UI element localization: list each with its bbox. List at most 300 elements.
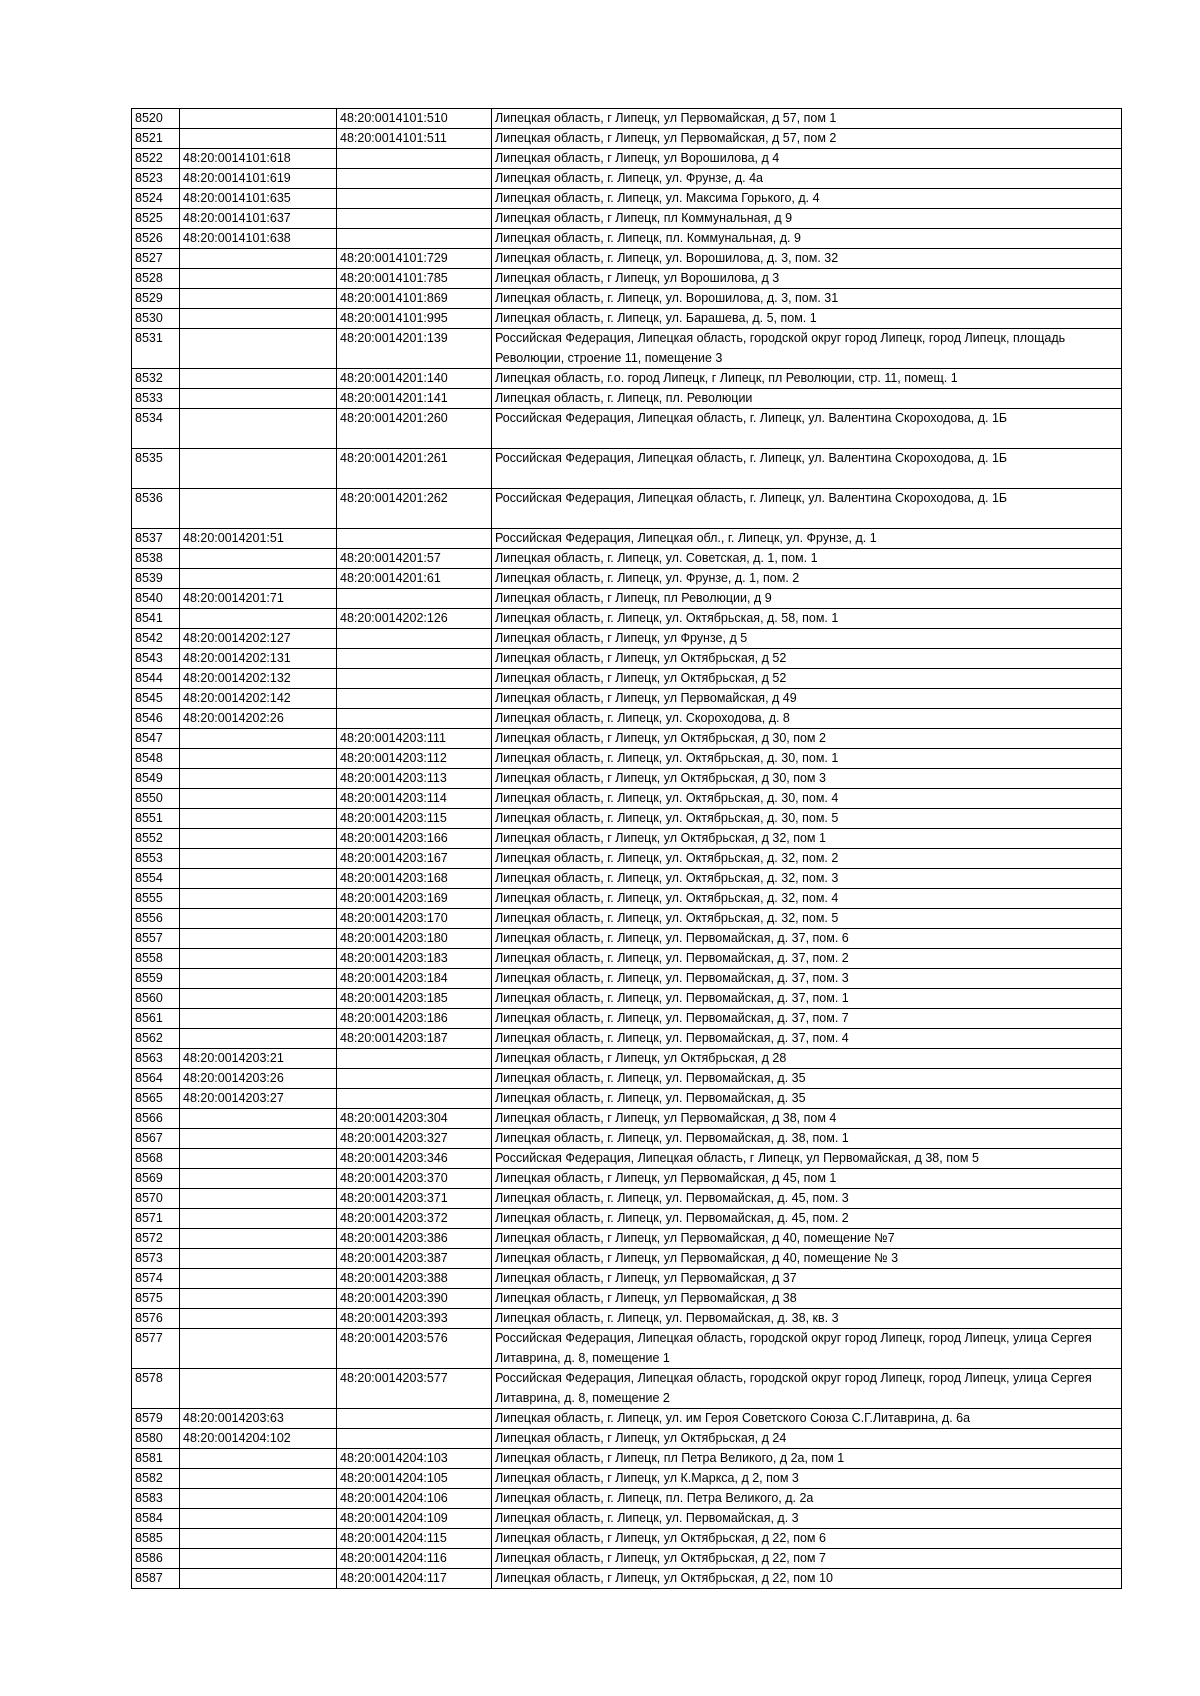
row-number-cell: 8587 [132, 1569, 180, 1589]
building-cadastral-number-cell [180, 1489, 337, 1509]
premises-cadastral-number-cell: 48:20:0014101:510 [337, 109, 492, 129]
premises-cadastral-number-cell: 48:20:0014204:109 [337, 1509, 492, 1529]
premises-cadastral-number-cell [337, 689, 492, 709]
address-cell: Липецкая область, г.о. город Липецк, г Липецк, пл Революции, стр. 11, помещ. 1 [492, 369, 1122, 389]
address-cell: Липецкая область, г Липецк, ул Октябрьская, д 22, пом 6 [492, 1529, 1122, 1549]
address-cell: Липецкая область, г. Липецк, ул. Первомайская, д. 38, пом. 1 [492, 1129, 1122, 1149]
document-page [131, 108, 1121, 1589]
premises-cadastral-number-cell [337, 1429, 492, 1449]
premises-cadastral-number-cell: 48:20:0014203:184 [337, 969, 492, 989]
table-row [132, 1149, 1122, 1169]
row-number-cell: 8542 [132, 629, 180, 649]
table-row [132, 1429, 1122, 1449]
row-number-cell: 8581 [132, 1449, 180, 1469]
address-cell: Липецкая область, г Липецк, ул Первомайская, д 57, пом 1 [492, 109, 1122, 129]
building-cadastral-number-cell [180, 1369, 337, 1409]
table-row [132, 1189, 1122, 1209]
address-cell: Липецкая область, г Липецк, ул Первомайская, д 40, помещение № 3 [492, 1249, 1122, 1269]
table-row [132, 209, 1122, 229]
building-cadastral-number-cell [180, 609, 337, 629]
table-row [132, 289, 1122, 309]
table-row [132, 1569, 1122, 1589]
building-cadastral-number-cell [180, 1169, 337, 1189]
row-number-cell: 8571 [132, 1209, 180, 1229]
premises-cadastral-number-cell [337, 1409, 492, 1429]
row-number-cell: 8560 [132, 989, 180, 1009]
row-number-cell: 8523 [132, 169, 180, 189]
building-cadastral-number-cell: 48:20:0014101:638 [180, 229, 337, 249]
building-cadastral-number-cell: 48:20:0014201:71 [180, 589, 337, 609]
building-cadastral-number-cell: 48:20:0014101:635 [180, 189, 337, 209]
table-row [132, 789, 1122, 809]
building-cadastral-number-cell [180, 549, 337, 569]
address-cell: Липецкая область, г. Липецк, ул. Октябрьская, д. 58, пом. 1 [492, 609, 1122, 629]
building-cadastral-number-cell: 48:20:0014202:132 [180, 669, 337, 689]
row-number-cell: 8539 [132, 569, 180, 589]
premises-cadastral-number-cell: 48:20:0014203:187 [337, 1029, 492, 1049]
building-cadastral-number-cell [180, 769, 337, 789]
premises-cadastral-number-cell: 48:20:0014203:387 [337, 1249, 492, 1269]
address-cell: Липецкая область, г Липецк, ул Октябрьская, д 22, пом 7 [492, 1549, 1122, 1569]
premises-cadastral-number-cell: 48:20:0014204:117 [337, 1569, 492, 1589]
table-row [132, 969, 1122, 989]
row-number-cell: 8532 [132, 369, 180, 389]
premises-cadastral-number-cell: 48:20:0014203:185 [337, 989, 492, 1009]
row-number-cell: 8549 [132, 769, 180, 789]
building-cadastral-number-cell [180, 569, 337, 589]
table-row [132, 809, 1122, 829]
building-cadastral-number-cell [180, 829, 337, 849]
table-row [132, 1269, 1122, 1289]
table-row [132, 129, 1122, 149]
premises-cadastral-number-cell [337, 589, 492, 609]
premises-cadastral-number-cell: 48:20:0014204:115 [337, 1529, 492, 1549]
building-cadastral-number-cell: 48:20:0014204:102 [180, 1429, 337, 1449]
table-row [132, 369, 1122, 389]
row-number-cell: 8578 [132, 1369, 180, 1409]
table-body [132, 109, 1122, 1589]
premises-cadastral-number-cell: 48:20:0014201:139 [337, 329, 492, 369]
building-cadastral-number-cell: 48:20:0014101:619 [180, 169, 337, 189]
row-number-cell: 8529 [132, 289, 180, 309]
address-cell: Липецкая область, г. Липецк, ул. Первомайская, д. 37, пом. 4 [492, 1029, 1122, 1049]
building-cadastral-number-cell [180, 809, 337, 829]
table-row [132, 949, 1122, 969]
address-cell: Липецкая область, г. Липецк, ул. Первомайская, д. 45, пом. 3 [492, 1189, 1122, 1209]
building-cadastral-number-cell [180, 1449, 337, 1469]
row-number-cell: 8559 [132, 969, 180, 989]
premises-cadastral-number-cell: 48:20:0014204:105 [337, 1469, 492, 1489]
premises-cadastral-number-cell: 48:20:0014203:386 [337, 1229, 492, 1249]
table-row [132, 409, 1122, 449]
address-cell: Липецкая область, г. Липецк, ул. Первомайская, д. 37, пом. 6 [492, 929, 1122, 949]
building-cadastral-number-cell [180, 1209, 337, 1229]
table-row [132, 849, 1122, 869]
table-row [132, 889, 1122, 909]
premises-cadastral-number-cell: 48:20:0014202:126 [337, 609, 492, 629]
premises-cadastral-number-cell: 48:20:0014203:180 [337, 929, 492, 949]
building-cadastral-number-cell [180, 489, 337, 529]
address-cell: Липецкая область, г. Липецк, пл. Революции [492, 389, 1122, 409]
premises-cadastral-number-cell: 48:20:0014203:372 [337, 1209, 492, 1229]
row-number-cell: 8556 [132, 909, 180, 929]
row-number-cell: 8582 [132, 1469, 180, 1489]
premises-cadastral-number-cell: 48:20:0014203:183 [337, 949, 492, 969]
row-number-cell: 8520 [132, 109, 180, 129]
table-row [132, 489, 1122, 529]
address-cell: Липецкая область, г Липецк, ул Октябрьская, д 28 [492, 1049, 1122, 1069]
row-number-cell: 8527 [132, 249, 180, 269]
address-cell: Липецкая область, г. Липецк, ул. Октябрьская, д. 30, пом. 1 [492, 749, 1122, 769]
address-cell: Липецкая область, г Липецк, ул Октябрьская, д 32, пом 1 [492, 829, 1122, 849]
row-number-cell: 8548 [132, 749, 180, 769]
premises-cadastral-number-cell: 48:20:0014203:112 [337, 749, 492, 769]
row-number-cell: 8554 [132, 869, 180, 889]
row-number-cell: 8572 [132, 1229, 180, 1249]
table-row [132, 709, 1122, 729]
address-cell: Липецкая область, г Липецк, ул Первомайская, д 40, помещение №7 [492, 1229, 1122, 1249]
building-cadastral-number-cell [180, 249, 337, 269]
building-cadastral-number-cell: 48:20:0014203:21 [180, 1049, 337, 1069]
row-number-cell: 8566 [132, 1109, 180, 1129]
building-cadastral-number-cell: 48:20:0014202:127 [180, 629, 337, 649]
address-cell: Липецкая область, г. Липецк, ул. Октябрьская, д. 30, пом. 5 [492, 809, 1122, 829]
address-cell: Липецкая область, г. Липецк, ул. Ворошилова, д. 3, пом. 32 [492, 249, 1122, 269]
building-cadastral-number-cell [180, 1569, 337, 1589]
table-row [132, 1489, 1122, 1509]
premises-cadastral-number-cell: 48:20:0014101:785 [337, 269, 492, 289]
table-row [132, 829, 1122, 849]
premises-cadastral-number-cell [337, 709, 492, 729]
premises-cadastral-number-cell [337, 149, 492, 169]
premises-cadastral-number-cell: 48:20:0014203:304 [337, 1109, 492, 1129]
premises-cadastral-number-cell: 48:20:0014201:57 [337, 549, 492, 569]
table-row [132, 1529, 1122, 1549]
row-number-cell: 8570 [132, 1189, 180, 1209]
table-row [132, 1049, 1122, 1069]
premises-cadastral-number-cell: 48:20:0014203:577 [337, 1369, 492, 1409]
table-row [132, 649, 1122, 669]
building-cadastral-number-cell: 48:20:0014202:142 [180, 689, 337, 709]
row-number-cell: 8575 [132, 1289, 180, 1309]
building-cadastral-number-cell [180, 1109, 337, 1129]
table-row [132, 909, 1122, 929]
premises-cadastral-number-cell [337, 1089, 492, 1109]
building-cadastral-number-cell: 48:20:0014203:27 [180, 1089, 337, 1109]
row-number-cell: 8586 [132, 1549, 180, 1569]
table-row [132, 1089, 1122, 1109]
row-number-cell: 8536 [132, 489, 180, 529]
table-row [132, 869, 1122, 889]
premises-cadastral-number-cell [337, 229, 492, 249]
table-row [132, 729, 1122, 749]
premises-cadastral-number-cell: 48:20:0014203:166 [337, 829, 492, 849]
premises-cadastral-number-cell: 48:20:0014201:61 [337, 569, 492, 589]
premises-cadastral-number-cell: 48:20:0014201:262 [337, 489, 492, 529]
table-row [132, 1169, 1122, 1189]
premises-cadastral-number-cell [337, 649, 492, 669]
premises-cadastral-number-cell: 48:20:0014203:393 [337, 1309, 492, 1329]
address-cell: Липецкая область, г Липецк, ул Ворошилова, д 4 [492, 149, 1122, 169]
building-cadastral-number-cell [180, 929, 337, 949]
building-cadastral-number-cell [180, 389, 337, 409]
building-cadastral-number-cell [180, 1229, 337, 1249]
row-number-cell: 8552 [132, 829, 180, 849]
address-cell: Липецкая область, г. Липецк, ул. Октябрьская, д. 32, пом. 5 [492, 909, 1122, 929]
building-cadastral-number-cell: 48:20:0014203:63 [180, 1409, 337, 1429]
building-cadastral-number-cell [180, 729, 337, 749]
row-number-cell: 8567 [132, 1129, 180, 1149]
address-cell: Липецкая область, г. Липецк, ул. Барашева, д. 5, пом. 1 [492, 309, 1122, 329]
building-cadastral-number-cell [180, 1329, 337, 1369]
premises-cadastral-number-cell [337, 189, 492, 209]
address-cell: Липецкая область, г. Липецк, ул. Октябрьская, д. 32, пом. 2 [492, 849, 1122, 869]
address-cell: Липецкая область, г Липецк, ул Фрунзе, д 5 [492, 629, 1122, 649]
row-number-cell: 8550 [132, 789, 180, 809]
premises-cadastral-number-cell: 48:20:0014101:995 [337, 309, 492, 329]
address-cell: Липецкая область, г. Липецк, ул. Скороходова, д. 8 [492, 709, 1122, 729]
row-number-cell: 8557 [132, 929, 180, 949]
building-cadastral-number-cell: 48:20:0014202:26 [180, 709, 337, 729]
building-cadastral-number-cell [180, 369, 337, 389]
address-cell: Российская Федерация, Липецкая область, г. Липецк, ул. Валентина Скороходова, д. 1Б [492, 409, 1122, 449]
row-number-cell: 8531 [132, 329, 180, 369]
table-row [132, 189, 1122, 209]
address-cell: Липецкая область, г. Липецк, пл. Коммунальная, д. 9 [492, 229, 1122, 249]
address-cell: Липецкая область, г. Липецк, ул. Первомайская, д. 35 [492, 1069, 1122, 1089]
address-cell: Липецкая область, г. Липецк, ул. Первомайская, д. 37, пом. 7 [492, 1009, 1122, 1029]
address-cell: Липецкая область, г. Липецк, ул. Первомайская, д. 35 [492, 1089, 1122, 1109]
table-row [132, 989, 1122, 1009]
table-row [132, 449, 1122, 489]
row-number-cell: 8521 [132, 129, 180, 149]
address-cell: Липецкая область, г Липецк, ул Октябрьская, д 22, пом 10 [492, 1569, 1122, 1589]
row-number-cell: 8579 [132, 1409, 180, 1429]
table-row [132, 1129, 1122, 1149]
address-cell: Липецкая область, г Липецк, ул Октябрьская, д 30, пом 2 [492, 729, 1122, 749]
table-row [132, 249, 1122, 269]
property-table [131, 108, 1122, 1589]
row-number-cell: 8565 [132, 1089, 180, 1109]
premises-cadastral-number-cell: 48:20:0014203:167 [337, 849, 492, 869]
premises-cadastral-number-cell: 48:20:0014204:106 [337, 1489, 492, 1509]
table-row [132, 109, 1122, 129]
row-number-cell: 8584 [132, 1509, 180, 1529]
address-cell: Липецкая область, г Липецк, пл Коммунальная, д 9 [492, 209, 1122, 229]
address-cell: Липецкая область, г. Липецк, ул. Октябрьская, д. 30, пом. 4 [492, 789, 1122, 809]
row-number-cell: 8545 [132, 689, 180, 709]
address-cell: Липецкая область, г Липецк, ул Октябрьская, д 30, пом 3 [492, 769, 1122, 789]
row-number-cell: 8547 [132, 729, 180, 749]
table-row [132, 629, 1122, 649]
table-row [132, 149, 1122, 169]
building-cadastral-number-cell: 48:20:0014101:618 [180, 149, 337, 169]
building-cadastral-number-cell: 48:20:0014101:637 [180, 209, 337, 229]
address-cell: Российская Федерация, Липецкая область, г. Липецк, ул. Валентина Скороходова, д. 1Б [492, 449, 1122, 489]
building-cadastral-number-cell [180, 329, 337, 369]
row-number-cell: 8558 [132, 949, 180, 969]
building-cadastral-number-cell [180, 309, 337, 329]
building-cadastral-number-cell [180, 1549, 337, 1569]
row-number-cell: 8561 [132, 1009, 180, 1029]
premises-cadastral-number-cell: 48:20:0014203:115 [337, 809, 492, 829]
building-cadastral-number-cell [180, 1249, 337, 1269]
building-cadastral-number-cell [180, 909, 337, 929]
address-cell: Липецкая область, г Липецк, ул Первомайская, д 38 [492, 1289, 1122, 1309]
address-cell: Липецкая область, г. Липецк, ул. Первомайская, д. 37, пом. 3 [492, 969, 1122, 989]
address-cell: Липецкая область, г. Липецк, ул. Первомайская, д. 37, пом. 2 [492, 949, 1122, 969]
premises-cadastral-number-cell: 48:20:0014203:327 [337, 1129, 492, 1149]
table-row [132, 689, 1122, 709]
row-number-cell: 8580 [132, 1429, 180, 1449]
address-cell: Липецкая область, г. Липецк, ул. Первомайская, д. 37, пом. 1 [492, 989, 1122, 1009]
row-number-cell: 8535 [132, 449, 180, 489]
row-number-cell: 8576 [132, 1309, 180, 1329]
building-cadastral-number-cell [180, 889, 337, 909]
address-cell: Липецкая область, г Липецк, ул К.Маркса, д 2, пом 3 [492, 1469, 1122, 1489]
building-cadastral-number-cell [180, 1509, 337, 1529]
table-row [132, 1069, 1122, 1089]
premises-cadastral-number-cell: 48:20:0014203:111 [337, 729, 492, 749]
building-cadastral-number-cell [180, 869, 337, 889]
row-number-cell: 8577 [132, 1329, 180, 1369]
building-cadastral-number-cell [180, 269, 337, 289]
building-cadastral-number-cell [180, 1289, 337, 1309]
premises-cadastral-number-cell: 48:20:0014203:388 [337, 1269, 492, 1289]
table-row [132, 769, 1122, 789]
address-cell: Липецкая область, г. Липецк, ул. им Героя Советского Союза С.Г.Литаврина, д. 6а [492, 1409, 1122, 1429]
row-number-cell: 8522 [132, 149, 180, 169]
row-number-cell: 8562 [132, 1029, 180, 1049]
row-number-cell: 8530 [132, 309, 180, 329]
address-cell: Липецкая область, г. Липецк, ул. Первомайская, д. 38, кв. 3 [492, 1309, 1122, 1329]
premises-cadastral-number-cell: 48:20:0014204:116 [337, 1549, 492, 1569]
row-number-cell: 8573 [132, 1249, 180, 1269]
table-row [132, 269, 1122, 289]
premises-cadastral-number-cell: 48:20:0014201:261 [337, 449, 492, 489]
address-cell: Российская Федерация, Липецкая область, городской округ город Липецк, город Липецк, площадь Революции, строение 11, помещение 3 [492, 329, 1122, 369]
table-row [132, 1549, 1122, 1569]
building-cadastral-number-cell [180, 449, 337, 489]
table-row [132, 329, 1122, 369]
premises-cadastral-number-cell: 48:20:0014203:346 [337, 1149, 492, 1169]
table-row [132, 1369, 1122, 1409]
table-row [132, 309, 1122, 329]
premises-cadastral-number-cell [337, 669, 492, 689]
table-row [132, 1289, 1122, 1309]
address-cell: Российская Федерация, Липецкая область, г Липецк, ул Первомайская, д 38, пом 5 [492, 1149, 1122, 1169]
table-row [132, 1409, 1122, 1429]
premises-cadastral-number-cell: 48:20:0014203:186 [337, 1009, 492, 1029]
row-number-cell: 8524 [132, 189, 180, 209]
row-number-cell: 8537 [132, 529, 180, 549]
table-row [132, 929, 1122, 949]
row-number-cell: 8563 [132, 1049, 180, 1069]
table-row [132, 549, 1122, 569]
row-number-cell: 8564 [132, 1069, 180, 1089]
building-cadastral-number-cell [180, 949, 337, 969]
building-cadastral-number-cell [180, 129, 337, 149]
building-cadastral-number-cell [180, 1009, 337, 1029]
table-row [132, 1509, 1122, 1529]
building-cadastral-number-cell [180, 989, 337, 1009]
premises-cadastral-number-cell [337, 169, 492, 189]
address-cell: Липецкая область, г Липецк, ул Первомайская, д 57, пом 2 [492, 129, 1122, 149]
premises-cadastral-number-cell [337, 629, 492, 649]
table-row [132, 1449, 1122, 1469]
premises-cadastral-number-cell: 48:20:0014203:576 [337, 1329, 492, 1369]
table-row [132, 669, 1122, 689]
table-row [132, 1009, 1122, 1029]
premises-cadastral-number-cell: 48:20:0014203:113 [337, 769, 492, 789]
row-number-cell: 8546 [132, 709, 180, 729]
building-cadastral-number-cell: 48:20:0014202:131 [180, 649, 337, 669]
premises-cadastral-number-cell: 48:20:0014201:141 [337, 389, 492, 409]
address-cell: Липецкая область, г. Липецк, ул. Первомайская, д. 45, пом. 2 [492, 1209, 1122, 1229]
building-cadastral-number-cell [180, 749, 337, 769]
address-cell: Липецкая область, г Липецк, пл Петра Великого, д 2а, пом 1 [492, 1449, 1122, 1469]
address-cell: Липецкая область, г Липецк, ул Первомайская, д 37 [492, 1269, 1122, 1289]
building-cadastral-number-cell [180, 789, 337, 809]
premises-cadastral-number-cell: 48:20:0014203:371 [337, 1189, 492, 1209]
premises-cadastral-number-cell: 48:20:0014203:170 [337, 909, 492, 929]
premises-cadastral-number-cell [337, 209, 492, 229]
building-cadastral-number-cell [180, 1149, 337, 1169]
building-cadastral-number-cell [180, 1189, 337, 1209]
row-number-cell: 8569 [132, 1169, 180, 1189]
row-number-cell: 8540 [132, 589, 180, 609]
row-number-cell: 8551 [132, 809, 180, 829]
row-number-cell: 8541 [132, 609, 180, 629]
address-cell: Липецкая область, г. Липецк, ул. Ворошилова, д. 3, пом. 31 [492, 289, 1122, 309]
row-number-cell: 8543 [132, 649, 180, 669]
table-row [132, 389, 1122, 409]
row-number-cell: 8526 [132, 229, 180, 249]
address-cell: Липецкая область, г. Липецк, ул. Советская, д. 1, пом. 1 [492, 549, 1122, 569]
row-number-cell: 8555 [132, 889, 180, 909]
building-cadastral-number-cell [180, 409, 337, 449]
building-cadastral-number-cell [180, 1529, 337, 1549]
table-row [132, 1329, 1122, 1369]
table-row [132, 569, 1122, 589]
table-row [132, 1229, 1122, 1249]
address-cell: Липецкая область, г. Липецк, ул. Первомайская, д. 3 [492, 1509, 1122, 1529]
address-cell: Липецкая область, г Липецк, ул Октябрьская, д 52 [492, 669, 1122, 689]
row-number-cell: 8533 [132, 389, 180, 409]
building-cadastral-number-cell [180, 849, 337, 869]
address-cell: Липецкая область, г. Липецк, ул. Фрунзе, д. 1, пом. 2 [492, 569, 1122, 589]
table-row [132, 1109, 1122, 1129]
address-cell: Липецкая область, г Липецк, пл Революции, д 9 [492, 589, 1122, 609]
premises-cadastral-number-cell [337, 1049, 492, 1069]
premises-cadastral-number-cell [337, 529, 492, 549]
address-cell: Липецкая область, г. Липецк, ул. Октябрьская, д. 32, пом. 3 [492, 869, 1122, 889]
table-row [132, 589, 1122, 609]
address-cell: Липецкая область, г. Липецк, пл. Петра Великого, д. 2а [492, 1489, 1122, 1509]
premises-cadastral-number-cell: 48:20:0014201:140 [337, 369, 492, 389]
row-number-cell: 8538 [132, 549, 180, 569]
address-cell: Липецкая область, г. Липецк, ул. Октябрьская, д. 32, пом. 4 [492, 889, 1122, 909]
premises-cadastral-number-cell [337, 1069, 492, 1089]
table-row [132, 1029, 1122, 1049]
building-cadastral-number-cell [180, 1309, 337, 1329]
address-cell: Российская Федерация, Липецкая обл., г. Липецк, ул. Фрунзе, д. 1 [492, 529, 1122, 549]
address-cell: Липецкая область, г Липецк, ул Первомайская, д 45, пом 1 [492, 1169, 1122, 1189]
row-number-cell: 8568 [132, 1149, 180, 1169]
address-cell: Липецкая область, г Липецк, ул Октябрьская, д 52 [492, 649, 1122, 669]
premises-cadastral-number-cell: 48:20:0014101:511 [337, 129, 492, 149]
address-cell: Российская Федерация, Липецкая область, г. Липецк, ул. Валентина Скороходова, д. 1Б [492, 489, 1122, 529]
